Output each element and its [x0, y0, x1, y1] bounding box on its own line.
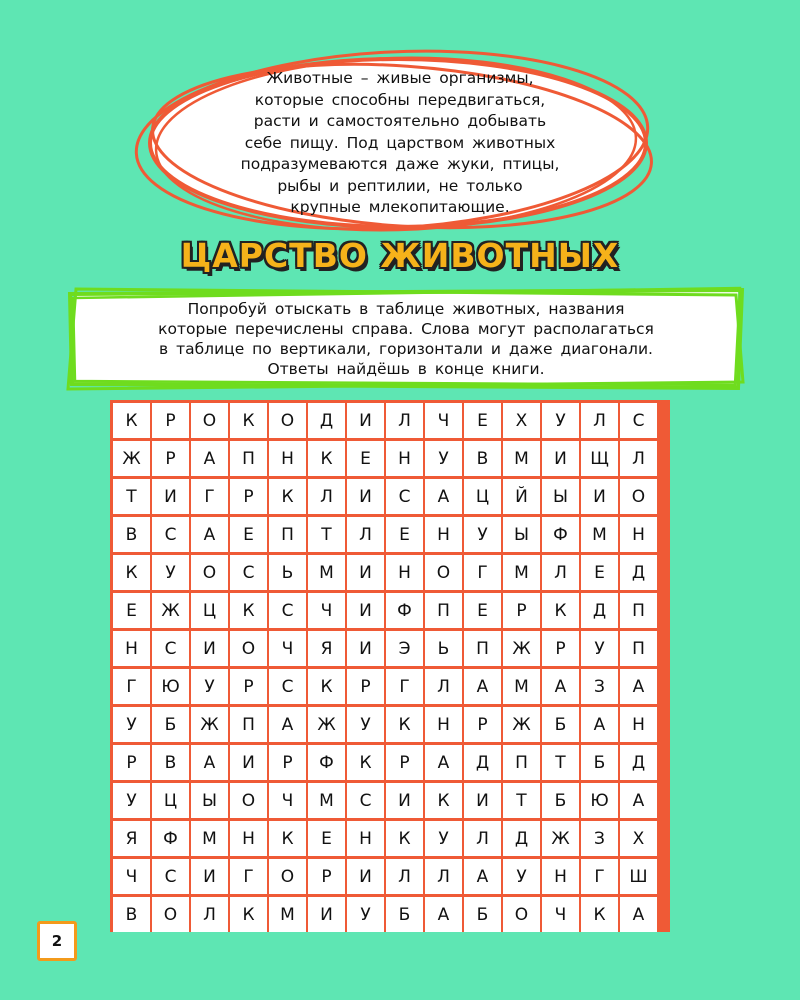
grid-cell[interactable]: К — [308, 441, 345, 476]
grid-cell[interactable]: О — [230, 631, 267, 666]
instructions-line: в таблице по вертикали, горизонтали и даже диагонали. — [159, 340, 653, 358]
grid-cell[interactable]: А — [620, 783, 657, 818]
grid-cell[interactable]: Т — [542, 745, 579, 780]
grid-cell[interactable]: Д — [464, 745, 501, 780]
grid-cell[interactable]: Н — [425, 707, 462, 742]
grid-cell[interactable]: П — [230, 441, 267, 476]
grid-cell[interactable]: Ю — [581, 783, 618, 818]
grid-cell[interactable]: О — [269, 403, 306, 438]
grid-cell[interactable]: Ж — [308, 707, 345, 742]
grid-cell[interactable]: С — [620, 403, 657, 438]
instructions-line: которые перечислены справа. Слова могут располагаться — [158, 320, 654, 338]
page-number: 2 — [37, 921, 77, 961]
grid-cell[interactable]: М — [191, 821, 228, 856]
grid-cell[interactable]: Н — [113, 631, 150, 666]
grid-cell[interactable]: П — [425, 593, 462, 628]
grid-cell[interactable]: У — [113, 783, 150, 818]
grid-cell[interactable]: Е — [581, 555, 618, 590]
instructions-text — [106, 299, 706, 379]
grid-cell[interactable]: И — [191, 631, 228, 666]
grid-cell[interactable]: Л — [542, 555, 579, 590]
grid-cell[interactable]: Н — [386, 555, 423, 590]
grid-cell[interactable]: Б — [542, 783, 579, 818]
grid-cell[interactable]: И — [308, 897, 345, 932]
word-search-grid — [113, 403, 657, 932]
instructions-line: Попробуй отыскать в таблице животных, названия — [187, 300, 625, 318]
grid-cell[interactable]: С — [152, 631, 189, 666]
grid-cell[interactable]: Ф — [152, 821, 189, 856]
grid-cell[interactable]: С — [152, 859, 189, 894]
grid-cell[interactable]: Ь — [269, 555, 306, 590]
grid-cell[interactable]: У — [581, 631, 618, 666]
grid-cell[interactable]: Я — [308, 631, 345, 666]
grid-cell[interactable]: Р — [464, 707, 501, 742]
grid-cell[interactable]: У — [113, 707, 150, 742]
grid-cell[interactable]: К — [308, 669, 345, 704]
grid-cell[interactable]: Ж — [113, 441, 150, 476]
intro-text — [210, 68, 590, 219]
grid-cell[interactable]: А — [269, 707, 306, 742]
grid-cell[interactable]: П — [503, 745, 540, 780]
grid-cell[interactable]: А — [464, 859, 501, 894]
grid-cell[interactable]: Д — [308, 403, 345, 438]
grid-cell[interactable]: А — [425, 897, 462, 932]
intro-bubble — [130, 48, 665, 238]
grid-cell[interactable]: И — [230, 745, 267, 780]
grid-cell[interactable]: Р — [503, 593, 540, 628]
grid-cell[interactable]: Н — [347, 821, 384, 856]
grid-cell[interactable]: О — [191, 403, 228, 438]
grid-cell[interactable]: А — [581, 707, 618, 742]
grid-cell[interactable]: Л — [308, 479, 345, 514]
grid-cell[interactable]: Г — [386, 669, 423, 704]
grid-cell[interactable]: Д — [503, 821, 540, 856]
grid-cell[interactable]: Ш — [620, 859, 657, 894]
grid-cell[interactable]: Ж — [503, 707, 540, 742]
grid-cell[interactable]: М — [503, 441, 540, 476]
intro-line: подразумеваются даже жуки, птицы, — [240, 155, 560, 173]
grid-cell[interactable]: В — [113, 517, 150, 552]
intro-line: себе пищу. Под царством животных — [244, 133, 556, 152]
grid-cell[interactable]: Б — [464, 897, 501, 932]
grid-cell[interactable]: К — [269, 479, 306, 514]
grid-cell[interactable]: О — [503, 897, 540, 932]
grid-cell[interactable]: Л — [581, 403, 618, 438]
grid-cell[interactable]: Л — [464, 821, 501, 856]
grid-cell[interactable]: Р — [542, 631, 579, 666]
grid-cell[interactable]: Л — [386, 403, 423, 438]
grid-cell[interactable]: О — [269, 859, 306, 894]
grid-cell[interactable]: К — [347, 745, 384, 780]
grid-cell[interactable]: С — [386, 479, 423, 514]
grid-cell[interactable]: П — [464, 631, 501, 666]
grid-cell[interactable]: У — [347, 897, 384, 932]
grid-cell[interactable]: И — [347, 859, 384, 894]
grid-cell[interactable]: Ж — [191, 707, 228, 742]
grid-cell[interactable]: А — [191, 441, 228, 476]
grid-cell[interactable]: З — [581, 669, 618, 704]
grid-cell[interactable]: К — [113, 403, 150, 438]
grid-cell[interactable]: Ч — [425, 403, 462, 438]
grid-cell[interactable]: Ы — [503, 517, 540, 552]
grid-cell[interactable]: Ы — [542, 479, 579, 514]
grid-cell[interactable]: Е — [464, 403, 501, 438]
grid-cell[interactable]: Ч — [269, 631, 306, 666]
grid-cell[interactable]: М — [269, 897, 306, 932]
grid-cell[interactable]: О — [152, 897, 189, 932]
grid-cell[interactable]: Т — [503, 783, 540, 818]
grid-cell[interactable]: З — [581, 821, 618, 856]
grid-cell[interactable]: Н — [620, 707, 657, 742]
grid-cell[interactable]: Н — [425, 517, 462, 552]
grid-cell[interactable]: К — [113, 555, 150, 590]
grid-cell[interactable]: Э — [386, 631, 423, 666]
grid-cell[interactable]: У — [542, 403, 579, 438]
grid-cell[interactable]: Н — [269, 441, 306, 476]
grid-cell[interactable]: Х — [503, 403, 540, 438]
grid-cell[interactable]: Ж — [152, 593, 189, 628]
grid-cell[interactable]: С — [152, 517, 189, 552]
intro-line: крупные млекопитающие. — [290, 198, 510, 216]
grid-cell[interactable]: С — [269, 669, 306, 704]
grid-cell[interactable]: М — [503, 555, 540, 590]
grid-cell[interactable]: И — [347, 555, 384, 590]
instructions-line: Ответы найдёшь в конце книги. — [267, 360, 545, 378]
grid-cell[interactable]: Г — [581, 859, 618, 894]
intro-line: расти и самостоятельно добывать — [253, 112, 547, 130]
intro-line: рыбы и рептилии, не только — [277, 176, 523, 195]
grid-cell[interactable]: А — [464, 669, 501, 704]
grid-cell[interactable]: Б — [542, 707, 579, 742]
grid-cell[interactable]: Т — [113, 479, 150, 514]
grid-cell[interactable]: Б — [386, 897, 423, 932]
grid-cell[interactable]: И — [464, 783, 501, 818]
grid-cell[interactable]: В — [464, 441, 501, 476]
grid-cell[interactable]: А — [542, 669, 579, 704]
grid-cell[interactable]: Б — [152, 707, 189, 742]
grid-cell[interactable]: Л — [347, 517, 384, 552]
grid-cell[interactable]: К — [542, 593, 579, 628]
grid-cell[interactable]: С — [347, 783, 384, 818]
grid-cell[interactable]: Х — [620, 821, 657, 856]
grid-cell[interactable]: Е — [464, 593, 501, 628]
grid-cell[interactable]: Н — [542, 859, 579, 894]
grid-cell[interactable]: П — [230, 707, 267, 742]
grid-cell[interactable]: Щ — [581, 441, 618, 476]
grid-cell[interactable]: Г — [464, 555, 501, 590]
grid-cell[interactable]: Е — [308, 821, 345, 856]
grid-cell[interactable]: И — [191, 859, 228, 894]
grid-cell[interactable]: Ю — [152, 669, 189, 704]
grid-cell[interactable]: Р — [230, 479, 267, 514]
grid-cell[interactable]: Д — [620, 555, 657, 590]
grid-cell[interactable]: П — [620, 631, 657, 666]
grid-cell[interactable]: К — [386, 707, 423, 742]
grid-cell[interactable]: Р — [386, 745, 423, 780]
grid-cell[interactable]: С — [230, 555, 267, 590]
intro-line: Животные – живые организмы, — [266, 69, 534, 87]
grid-cell[interactable]: Р — [308, 859, 345, 894]
grid-cell[interactable]: О — [230, 783, 267, 818]
grid-cell[interactable]: Л — [620, 441, 657, 476]
grid-cell[interactable]: О — [620, 479, 657, 514]
grid-cell[interactable]: М — [503, 669, 540, 704]
grid-cell[interactable]: Ы — [191, 783, 228, 818]
grid-cell[interactable]: Г — [230, 859, 267, 894]
grid-cell[interactable]: М — [308, 555, 345, 590]
grid-cell[interactable]: К — [269, 821, 306, 856]
grid-cell[interactable]: У — [425, 441, 462, 476]
grid-cell[interactable]: Ц — [152, 783, 189, 818]
grid-cell[interactable]: У — [191, 669, 228, 704]
grid-cell[interactable]: Ч — [269, 783, 306, 818]
grid-cell[interactable]: К — [230, 403, 267, 438]
grid-cell[interactable]: Ж — [503, 631, 540, 666]
grid-cell[interactable]: Е — [347, 441, 384, 476]
grid-cell[interactable]: Ч — [113, 859, 150, 894]
grid-cell[interactable]: И — [581, 479, 618, 514]
grid-cell[interactable]: Р — [347, 669, 384, 704]
grid-cell[interactable]: А — [425, 745, 462, 780]
grid-cell[interactable]: Р — [152, 403, 189, 438]
grid-cell[interactable]: Р — [152, 441, 189, 476]
grid-cell[interactable]: Ц — [191, 593, 228, 628]
grid-cell[interactable]: Б — [581, 745, 618, 780]
grid-cell[interactable]: О — [191, 555, 228, 590]
grid-cell[interactable]: К — [230, 593, 267, 628]
grid-cell[interactable]: Е — [386, 517, 423, 552]
grid-cell[interactable]: Й — [503, 479, 540, 514]
grid-cell[interactable]: У — [152, 555, 189, 590]
grid-cell[interactable]: Р — [230, 669, 267, 704]
grid-cell[interactable]: Д — [581, 593, 618, 628]
grid-cell[interactable]: У — [425, 821, 462, 856]
grid-cell[interactable]: Ф — [386, 593, 423, 628]
grid-cell[interactable]: Т — [308, 517, 345, 552]
grid-cell[interactable]: Я — [113, 821, 150, 856]
grid-cell[interactable]: Р — [113, 745, 150, 780]
grid-cell[interactable]: Ч — [308, 593, 345, 628]
grid-cell[interactable]: И — [347, 479, 384, 514]
grid-cell[interactable]: Ц — [464, 479, 501, 514]
grid-cell[interactable]: Г — [113, 669, 150, 704]
grid-cell[interactable]: У — [347, 707, 384, 742]
grid-cell[interactable]: И — [347, 631, 384, 666]
grid-cell[interactable]: И — [152, 479, 189, 514]
grid-cell[interactable]: К — [230, 897, 267, 932]
grid-cell[interactable]: В — [113, 897, 150, 932]
grid-cell[interactable]: Н — [386, 441, 423, 476]
grid-cell[interactable]: Ь — [425, 631, 462, 666]
grid-cell[interactable]: А — [191, 517, 228, 552]
page-title: ЦАРСТВО ЖИВОТНЫХ — [180, 236, 620, 275]
grid-cell[interactable]: Р — [269, 745, 306, 780]
grid-cell[interactable]: У — [503, 859, 540, 894]
grid-cell[interactable]: Ж — [542, 821, 579, 856]
grid-cell[interactable]: Е — [230, 517, 267, 552]
grid-cell[interactable]: М — [308, 783, 345, 818]
grid-cell[interactable]: Д — [620, 745, 657, 780]
grid-cell[interactable]: А — [620, 669, 657, 704]
grid-cell[interactable]: Л — [386, 859, 423, 894]
grid-cell[interactable]: Г — [191, 479, 228, 514]
grid-cell[interactable]: К — [581, 897, 618, 932]
grid-cell[interactable]: И — [347, 593, 384, 628]
grid-cell[interactable]: С — [269, 593, 306, 628]
grid-cell[interactable]: В — [152, 745, 189, 780]
grid-cell[interactable]: Н — [230, 821, 267, 856]
grid-cell[interactable]: Л — [425, 859, 462, 894]
grid-cell[interactable]: Л — [425, 669, 462, 704]
grid-cell[interactable]: М — [581, 517, 618, 552]
grid-cell[interactable]: О — [425, 555, 462, 590]
grid-cell[interactable]: Е — [113, 593, 150, 628]
grid-cell[interactable]: И — [542, 441, 579, 476]
grid-cell[interactable]: Ф — [308, 745, 345, 780]
grid-cell[interactable]: Н — [620, 517, 657, 552]
grid-cell[interactable]: Ч — [542, 897, 579, 932]
grid-cell[interactable]: А — [191, 745, 228, 780]
grid-cell[interactable]: Ф — [542, 517, 579, 552]
grid-cell[interactable]: А — [425, 479, 462, 514]
intro-line: которые способны передвигаться, — [254, 90, 546, 109]
word-search-frame — [110, 400, 670, 932]
grid-cell[interactable]: П — [269, 517, 306, 552]
grid-cell[interactable]: К — [425, 783, 462, 818]
grid-cell[interactable]: П — [620, 593, 657, 628]
instructions-box — [66, 286, 746, 392]
grid-cell[interactable]: К — [386, 821, 423, 856]
grid-cell[interactable]: Л — [191, 897, 228, 932]
grid-cell[interactable]: А — [620, 897, 657, 932]
grid-cell[interactable]: И — [386, 783, 423, 818]
grid-cell[interactable]: И — [347, 403, 384, 438]
grid-cell[interactable]: У — [464, 517, 501, 552]
